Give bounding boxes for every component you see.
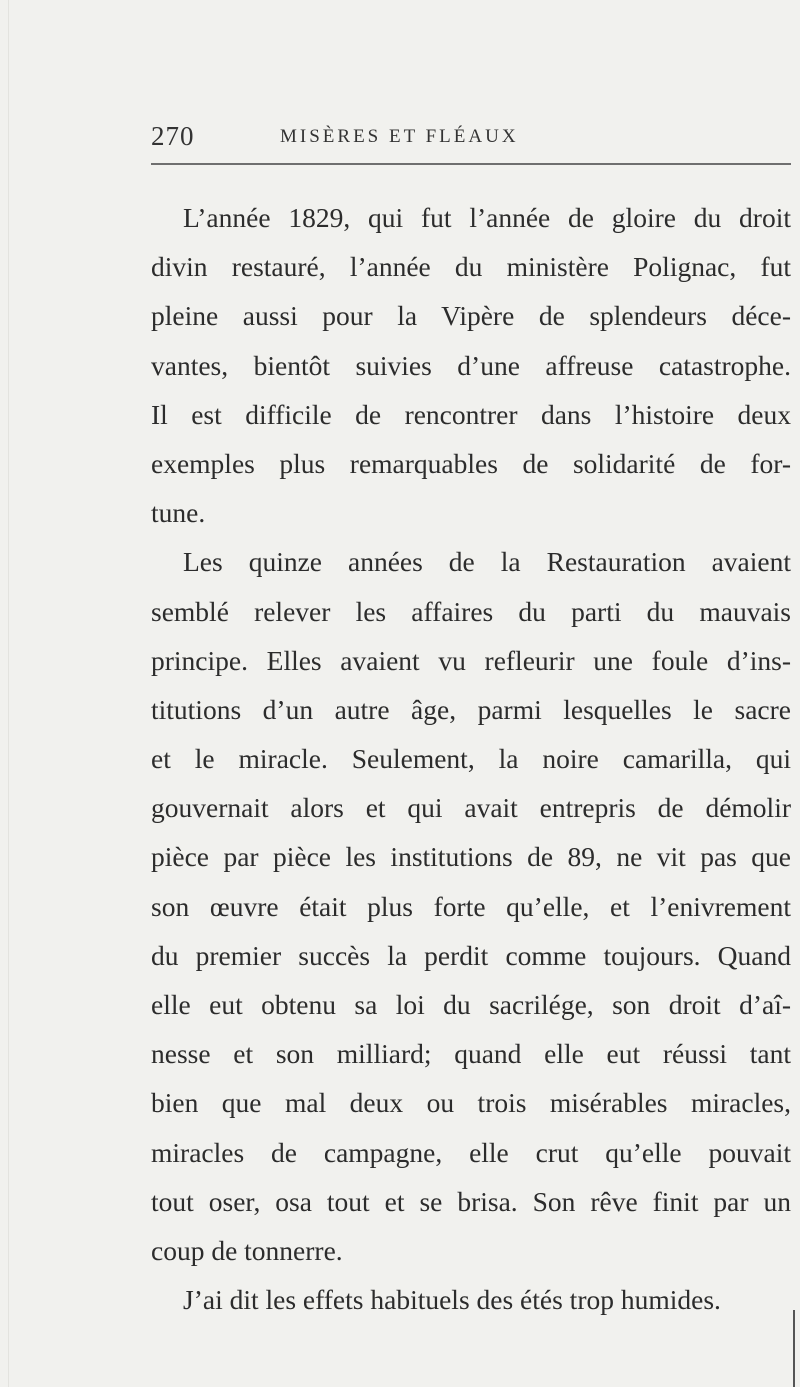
text-line: nesse et son milliard; quand elle eut réussi tant [151,1038,791,1070]
text-line: gouvernait alors et qui avait entrepris de démolir [151,792,791,824]
text-line: tout oser, osa tout et se brisa. Son rêve finit par un [151,1185,791,1217]
running-title: MISÈRES ET FLÉAUX [280,126,519,147]
text-line: pleine aussi pour la Vipère de splendeurs déce- [151,300,791,332]
text-line: Il est difficile de rencontrer dans l’histoire deux [151,398,791,430]
text-line: exemples plus remarquables de solidarité de for- [151,447,791,479]
text-line: coup de tonnerre. [151,1234,343,1266]
running-header [151,121,791,161]
page-edge-shadow [8,0,9,1387]
text-line: Les quinze années de la Restauration avaient [183,546,791,578]
text-line: semblé relever les affaires du parti du mauvais [151,595,791,627]
text-line: divin restauré, l’année du ministère Polignac, fut [151,251,791,283]
text-line: principe. Elles avaient vu refleurir une foule d’ins- [151,644,791,676]
text-line: et le miracle. Seulement, la noire camarilla, qui [151,743,791,775]
text-line: titutions d’un autre âge, parmi lesquelles le sacre [151,693,791,725]
header-rule [151,163,791,165]
text-line: bien que mal deux ou trois misérables miracles, [151,1087,791,1119]
body-text [151,193,791,1324]
text-line: miracles de campagne, elle crut qu’elle pouvait [151,1136,791,1168]
text-line: vantes, bientôt suivies d’une affreuse catastrophe. [151,349,791,381]
text-line: son œuvre était plus forte qu’elle, et l’enivrement [151,890,791,922]
text-line: J’ai dit les effets habituels des étés trop humides. [183,1284,721,1316]
text-line: elle eut obtenu sa loi du sacrilége, son droit d’aî- [151,989,791,1020]
page-edge-mark [793,1310,795,1387]
text-line: tune. [151,497,206,529]
text-line: du premier succès la perdit comme toujours. Quand [151,939,791,971]
page-number: 270 [151,121,195,151]
text-line: L’année 1829, qui fut l’année de gloire du droit [183,202,791,233]
text-line: pièce par pièce les institutions de 89, ne vit pas que [151,841,791,873]
